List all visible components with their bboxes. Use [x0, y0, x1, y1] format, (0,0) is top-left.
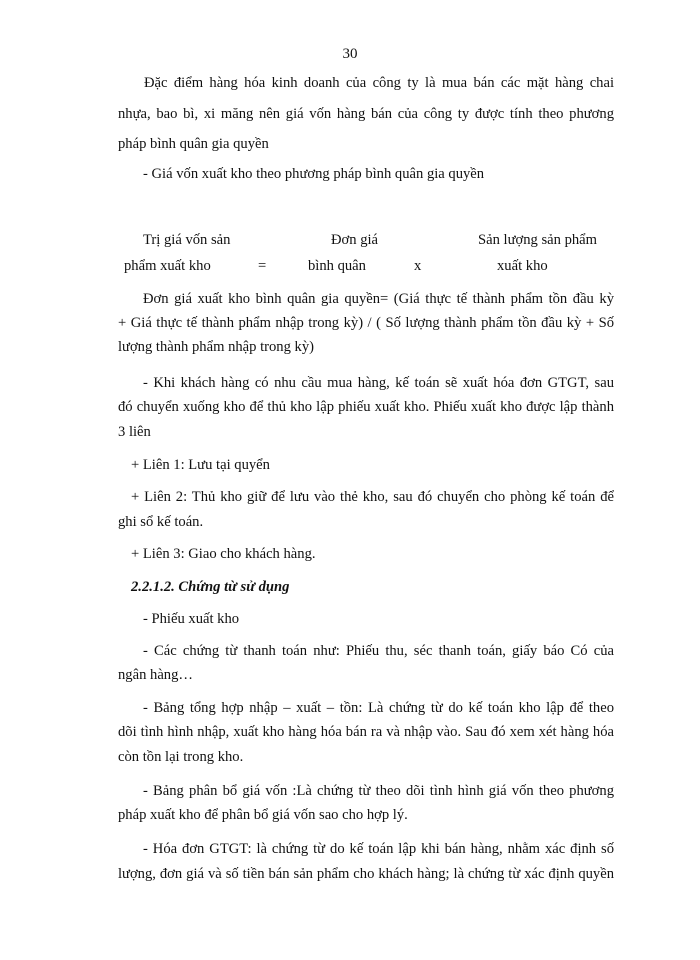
formula-equals: =	[258, 258, 267, 274]
formula-quantity-line2: xuất kho	[497, 258, 548, 274]
para2-line1: Đơn giá xuất kho bình quân gia quyền= (Giá thực tế thành phẩm tồn đầu kỳ	[143, 291, 614, 307]
doc1-line: - Phiếu xuất kho	[143, 611, 240, 627]
doc3-line3: còn tồn lại trong kho.	[118, 749, 244, 765]
doc2-line2: ngân hàng…	[118, 667, 193, 683]
para2-line3: lượng thành phẩm nhập trong kỳ)	[118, 339, 314, 355]
formula-unit-price-line2: bình quân	[308, 258, 366, 274]
doc2-line1: - Các chứng từ thanh toán như: Phiếu thu, séc thanh toán, giấy báo Có của	[143, 643, 614, 659]
doc3-line2: dõi tình hình nhập, xuất kho hàng hóa bán ra và nhập vào. Sau đó xem xét hàng hóa	[118, 724, 614, 740]
copy2-line1: + Liên 2: Thủ kho giữ để lưu vào thẻ kho, sau đó chuyển cho phòng kế toán để	[131, 489, 614, 505]
formula-quantity-line1: Sản lượng sản phẩm	[478, 232, 597, 248]
para2-line2: + Giá thực tế thành phẩm nhập trong kỳ) / ( Số lượng thành phẩm tồn đầu kỳ + Số	[118, 315, 614, 331]
copy2-line2: ghi sổ kế toán.	[118, 514, 204, 530]
formula-unit-price-line1: Đơn giá	[331, 232, 379, 248]
formula-lhs-line2: phẩm xuất kho	[124, 258, 211, 274]
doc4-line1: - Bảng phân bổ giá vốn :Là chứng từ theo dõi tình hình giá vốn theo phương	[143, 783, 614, 799]
formula-lhs-line1: Trị giá vốn sản	[143, 232, 231, 248]
para1-line1: Đặc điểm hàng hóa kinh doanh của công ty là mua bán các mặt hàng chai	[144, 75, 614, 91]
para1-line3: pháp bình quân gia quyền	[118, 136, 269, 152]
para3-line2: đó chuyển xuống kho để thủ kho lập phiếu xuất kho. Phiếu xuất kho được lập thành	[118, 399, 614, 415]
para3-line3: 3 liên	[118, 424, 151, 440]
para3-line1: - Khi khách hàng có nhu cầu mua hàng, kế toán sẽ xuất hóa đơn GTGT, sau	[143, 375, 614, 391]
copy1-line: + Liên 1: Lưu tại quyển	[131, 457, 270, 473]
doc4-line2: pháp xuất kho để phân bổ giá vốn sao cho hợp lý.	[118, 807, 408, 823]
section-heading: 2.2.1.2. Chứng từ sử dụng	[131, 579, 290, 595]
formula-times: x	[414, 258, 422, 274]
para1-line2: nhựa, bao bì, xi măng nên giá vốn hàng bán của công ty được tính theo phương	[118, 106, 614, 122]
doc3-line1: - Bảng tổng hợp nhập – xuất – tồn: Là chứng từ do kế toán kho lập để theo	[143, 700, 614, 716]
copy3-line: + Liên 3: Giao cho khách hàng.	[131, 546, 316, 562]
doc5-line2: lượng, đơn giá và số tiền bán sản phẩm cho khách hàng; là chứng từ xác định quyền	[118, 866, 614, 882]
method-line: - Giá vốn xuất kho theo phương pháp bình quân gia quyền	[143, 166, 485, 182]
doc5-line1: - Hóa đơn GTGT: là chứng từ do kế toán lập khi bán hàng, nhằm xác định số	[143, 841, 614, 857]
page-number: 30	[342, 46, 358, 62]
